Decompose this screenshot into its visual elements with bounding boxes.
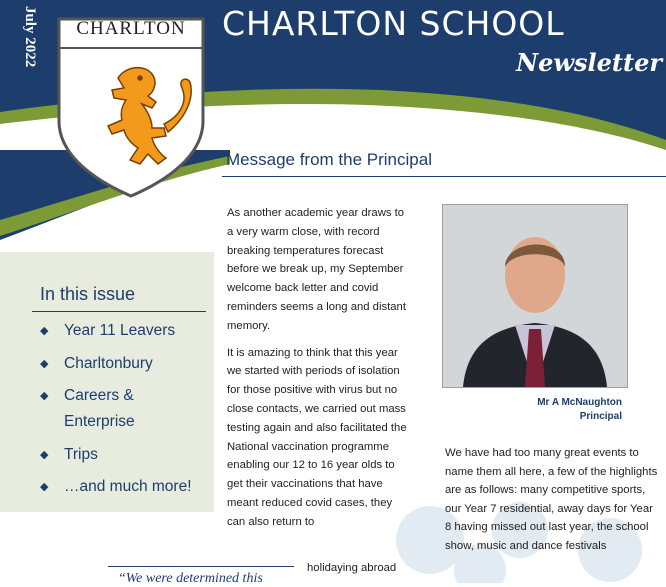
diamond-bullet-icon: ◆ bbox=[40, 357, 49, 370]
newsletter-subtitle: Newsletter bbox=[516, 48, 662, 77]
principal-name: Mr A McNaughton bbox=[537, 397, 622, 408]
diamond-bullet-icon: ◆ bbox=[40, 448, 49, 461]
principal-photo bbox=[442, 204, 628, 388]
principal-role: Principal bbox=[579, 411, 622, 422]
pull-quote: “We were determined this bbox=[118, 571, 263, 586]
crest-name-label: CHARLTON bbox=[76, 18, 186, 39]
diamond-bullet-icon: ◆ bbox=[40, 481, 49, 493]
diamond-bullet-icon: ◆ bbox=[40, 390, 49, 402]
issue-date: July 2022 bbox=[22, 6, 38, 68]
issue-list-item: ◆ Trips bbox=[40, 442, 214, 468]
issue-list-divider bbox=[32, 311, 206, 312]
issue-list-item: ◆ Charltonbury bbox=[40, 351, 214, 377]
photo-caption bbox=[470, 396, 622, 424]
issue-list-item: ◆ Careers & Enterprise bbox=[40, 383, 172, 435]
diamond-bullet-icon: ◆ bbox=[40, 325, 49, 337]
issue-list-item: ◆ …and much more! bbox=[40, 474, 214, 500]
article-paragraph: It is amazing to think that this year we started with periods of isolation for those positive with virus but no close contacts, we carried out mass testing again and also facilitated the National vaccination programme enabling our 12 to 16 year olds to get their vaccinations that have meant reduced covid cases, they can also return to bbox=[227, 346, 407, 528]
section-divider bbox=[222, 176, 666, 177]
section-title: Message from the Principal bbox=[226, 150, 432, 169]
article-continuation: holidaying abroad bbox=[307, 562, 397, 574]
issue-list-title: In this issue bbox=[40, 284, 136, 304]
issue-list-item: ◆ Year 11 Leavers bbox=[40, 318, 214, 344]
quote-divider bbox=[108, 566, 294, 567]
school-crest-logo bbox=[56, 16, 206, 198]
article-paragraph: As another academic year draws to a very warm close, with record breaking temperatures forecast before we break up, my September welcome back letter and covid reminders seems a long and distant memory. bbox=[227, 207, 406, 332]
article-column-right: We have had too many great events to name them all here, a few of the highlights are as follows: many competitive sports, our Year 7 residential, away days for Year 8 having missed out last year, the school show, music and dance festivals bbox=[445, 447, 658, 552]
principal-portrait-image bbox=[443, 205, 627, 387]
school-title: CHARLTON SCHOOL bbox=[222, 4, 565, 43]
issue-list bbox=[40, 318, 214, 507]
